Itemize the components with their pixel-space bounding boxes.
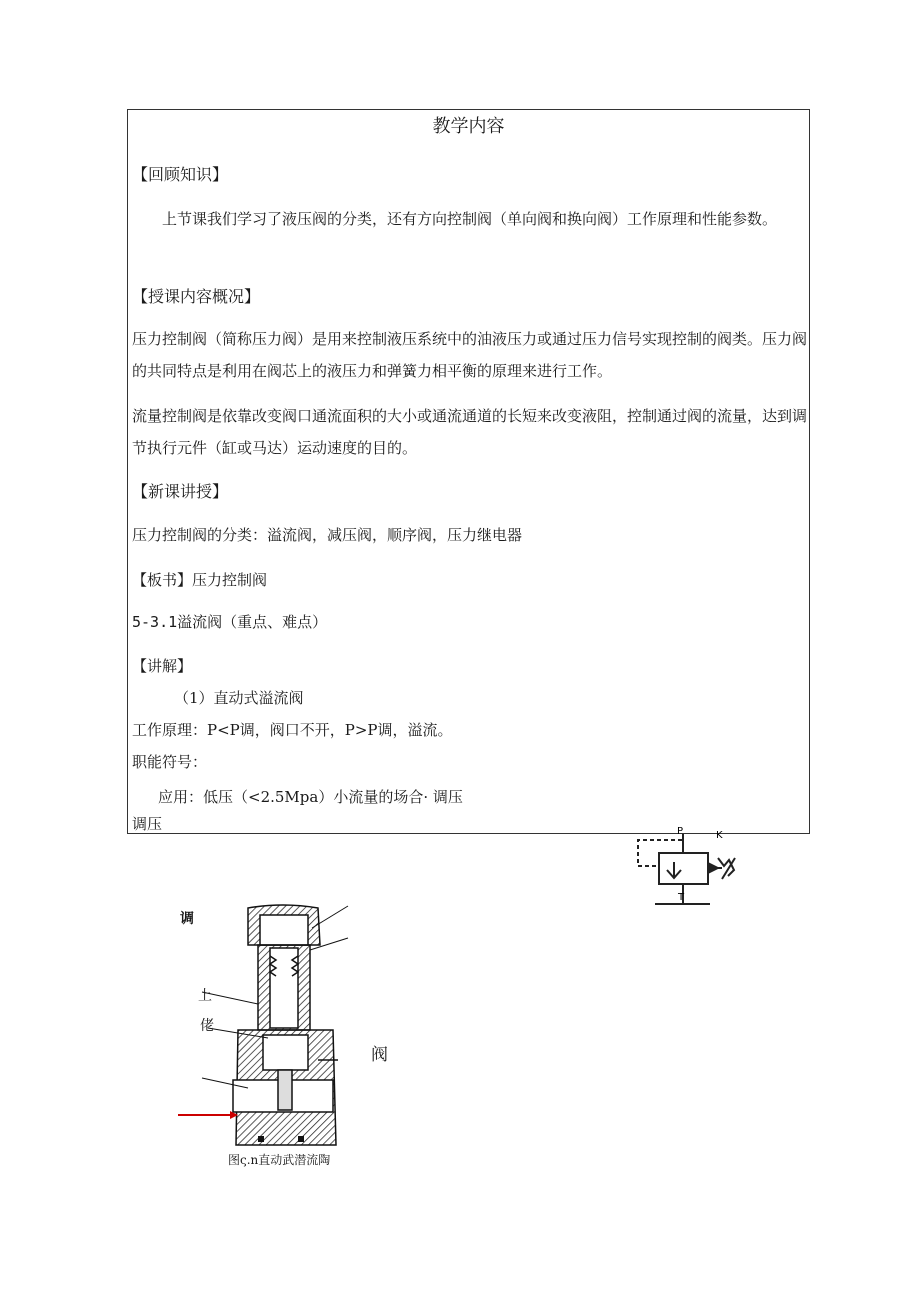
content-table — [127, 109, 810, 834]
review-text: 上节课我们学习了液压阀的分类，还有方向控制阀（单向阀和换向阀）工作原理和性能参数。 — [162, 210, 778, 228]
overview-para2: 流量控制阀是依靠改变阀口通流面积的大小或通流通道的长短来改变液阻，控制通过阀的流量，达到调节执行元件（缸或马达）运动速度的目的。 — [132, 407, 808, 457]
tiaoya-text: 调压 — [132, 815, 163, 833]
overview-para1: 压力控制阀（简称压力阀）是用来控制液压系统中的油液压力或通过压力信号实现控制的阀类。压力阀的共同特点是利用在阀芯上的液压力和弹簧力相平衡的原理来进行工作。 — [132, 330, 808, 380]
symbol-port-p: P — [677, 826, 684, 837]
figure-caption: 图ς.n直动武潜流陶 — [228, 1153, 331, 1167]
working-principle: 工作原理：P<P调，阀口不开，P>P调，溢流。 — [132, 721, 453, 739]
table-heading: 教学内容 — [432, 116, 505, 137]
review-header: 【回顾知识】 — [132, 165, 229, 184]
symbol-port-k: K — [716, 830, 723, 841]
diagram-label-3: 佬 — [200, 1018, 214, 1034]
application-text: 应用：低压（<2.5Mpa）小流量的场合· 调压 — [158, 788, 463, 806]
board-text: 【板书】压力控制阀 — [132, 571, 268, 589]
relief-valve-symbol — [630, 826, 740, 912]
section-title: 5-3.1溢流阀（重点、难点） — [132, 613, 328, 631]
overview-header: 【授课内容概况】 — [132, 287, 261, 306]
symbol-label: 职能符号： — [132, 753, 208, 771]
symbol-port-t: T — [678, 892, 685, 903]
item-direct-relief-valve: （1）直动式溢流阀 — [174, 689, 304, 707]
diagram-label-1: 调 — [180, 911, 194, 927]
classification-text: 压力控制阀的分类：溢流阀，减压阀，顺序阀，压力继电器 — [132, 526, 523, 544]
new-lesson-header: 【新课讲授】 — [132, 482, 229, 501]
diagram-label-valve: 阀 — [371, 1045, 388, 1065]
explain-header: 【讲解】 — [132, 657, 193, 675]
diagram-label-2: 上 — [198, 988, 212, 1004]
